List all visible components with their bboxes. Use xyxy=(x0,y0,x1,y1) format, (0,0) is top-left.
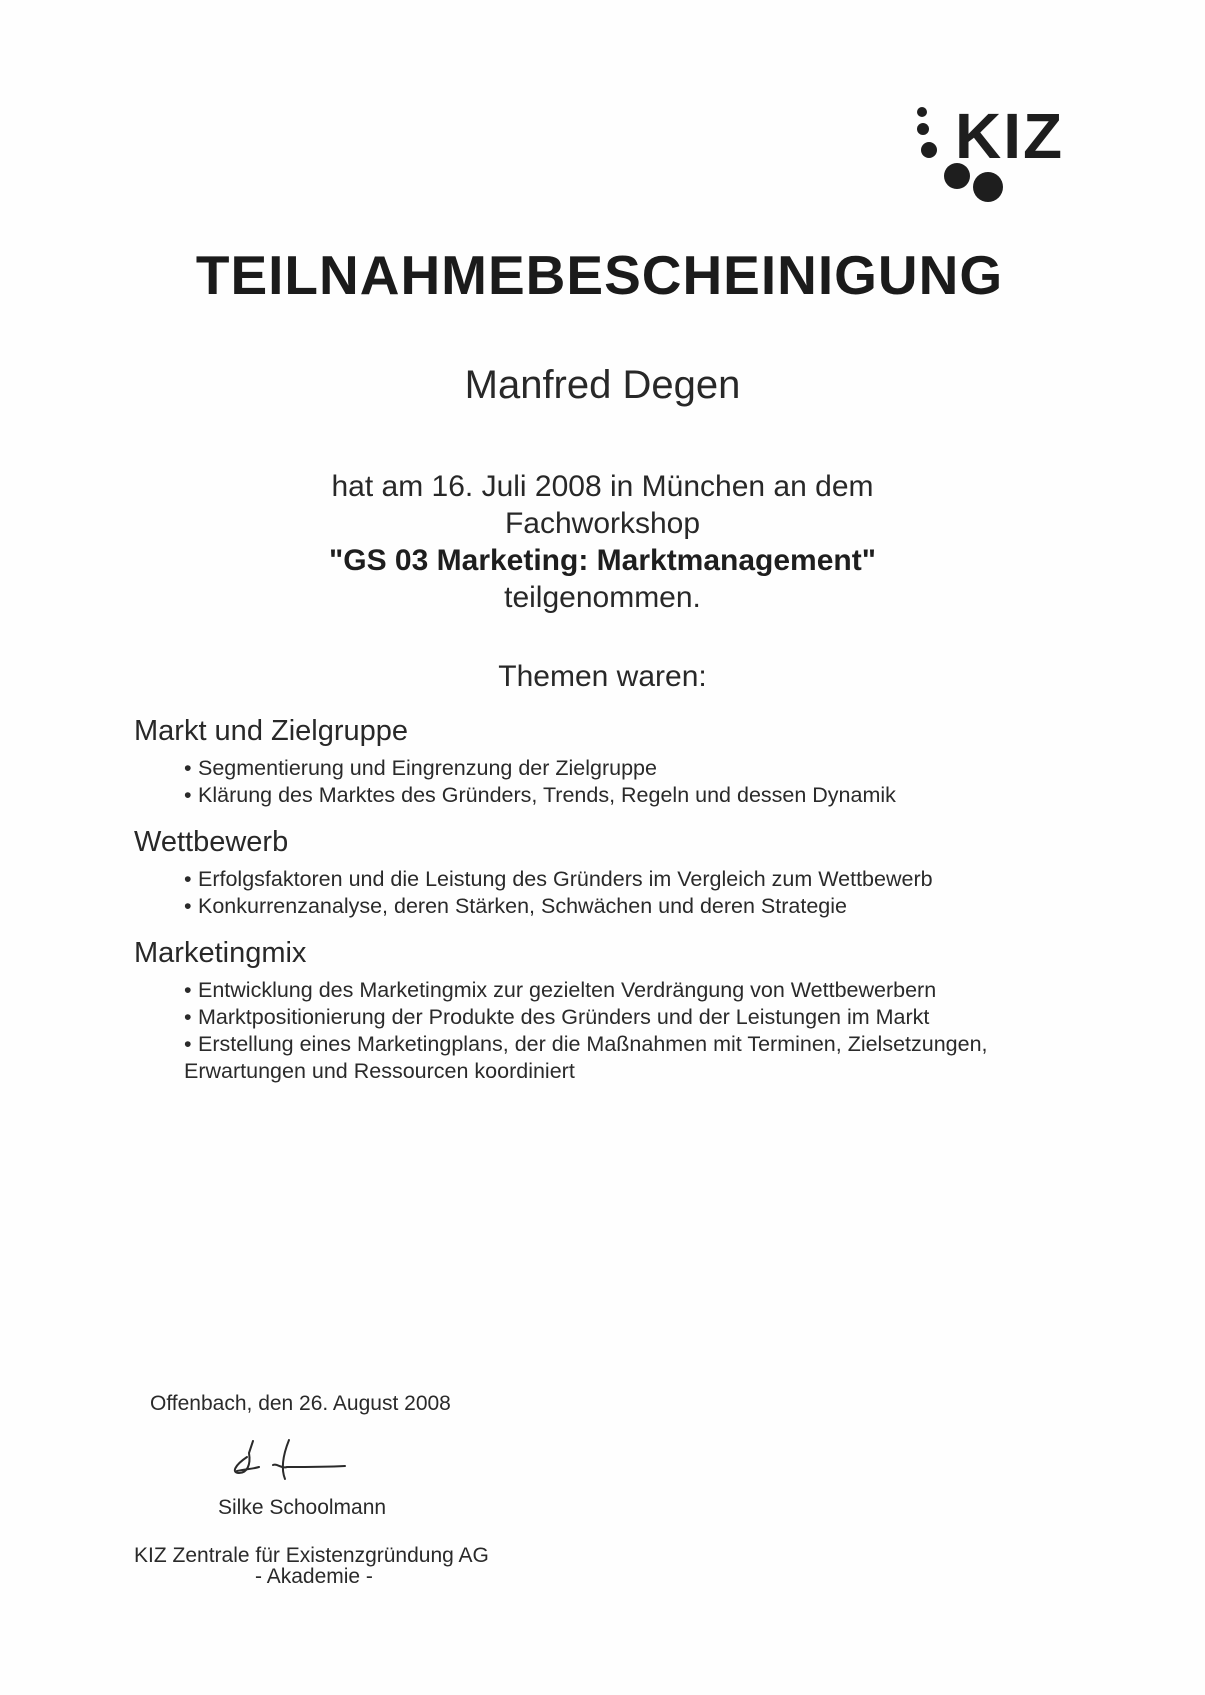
bullet-icon: • xyxy=(184,756,192,780)
list-item-text: Marktpositionierung der Produkte des Gründers und der Leistungen im Markt xyxy=(198,1005,930,1029)
list-item xyxy=(184,782,1094,809)
bullet-icon: • xyxy=(184,1005,192,1029)
list-item-continuation: Erwartungen und Ressourcen koordiniert xyxy=(184,1059,575,1083)
participation-statement xyxy=(0,468,1205,616)
list-item xyxy=(184,755,1094,782)
section-heading: Wettbewerb xyxy=(134,826,289,858)
section-marketingmix xyxy=(134,934,1094,1085)
bullet-icon: • xyxy=(184,783,192,807)
organization xyxy=(134,1545,504,1587)
list-item xyxy=(184,1004,1094,1031)
intro-line-1: hat am 16. Juli 2008 in München an dem xyxy=(331,470,874,503)
topics-heading: Themen waren: xyxy=(498,660,707,693)
intro-line-4: teilgenommen. xyxy=(504,581,701,614)
list-item xyxy=(184,893,1094,920)
section-items xyxy=(134,977,1094,1085)
section-heading: Marketingmix xyxy=(134,937,307,969)
kiz-logo xyxy=(905,100,1095,210)
place-and-date: Offenbach, den 26. August 2008 xyxy=(150,1392,451,1415)
list-item-text: Konkurrenzanalyse, deren Stärken, Schwächen und deren Strategie xyxy=(198,894,847,918)
organization-name: KIZ Zentrale für Existenzgründung AG xyxy=(134,1544,489,1567)
bullet-icon: • xyxy=(184,978,192,1002)
topic-sections xyxy=(134,712,1094,1099)
list-item-text: Erfolgsfaktoren und die Leistung des Gründers im Vergleich zum Wettbewerb xyxy=(198,867,933,891)
section-heading: Markt und Zielgruppe xyxy=(134,715,409,747)
list-item xyxy=(184,977,1094,1004)
list-item xyxy=(184,866,1094,893)
recipient-name: Manfred Degen xyxy=(464,363,741,407)
list-item-text: Entwicklung des Marketingmix zur gezielten Verdrängung von Wettbewerbern xyxy=(198,978,937,1002)
document-title-text: TEILNAHMEBESCHEINIGUNG xyxy=(195,244,1004,306)
bullet-icon: • xyxy=(184,867,192,891)
handwritten-signature xyxy=(225,1435,375,1490)
list-item-text: Segmentierung und Eingrenzung der Zielgruppe xyxy=(198,756,657,780)
section-markt-und-zielgruppe xyxy=(134,712,1094,809)
intro-line-2: Fachworkshop xyxy=(504,507,701,540)
section-items xyxy=(134,866,1094,920)
bullet-icon: • xyxy=(184,894,192,918)
section-items xyxy=(134,755,1094,809)
list-item xyxy=(184,1031,1094,1085)
bullet-icon: • xyxy=(184,1032,192,1056)
list-item-text: Erstellung eines Marketingplans, der die Maßnahmen mit Terminen, Zielsetzungen, xyxy=(198,1032,988,1056)
logo-text: KIZ xyxy=(955,100,1065,172)
signer-name: Silke Schoolmann xyxy=(218,1496,387,1519)
organization-department: - Akademie - xyxy=(255,1565,373,1588)
workshop-title: "GS 03 Marketing: Marktmanagement" xyxy=(329,544,876,577)
section-wettbewerb xyxy=(134,823,1094,920)
document-title xyxy=(0,243,1205,307)
list-item-text: Klärung des Marktes des Gründers, Trends, Regeln und dessen Dynamik xyxy=(198,783,896,807)
